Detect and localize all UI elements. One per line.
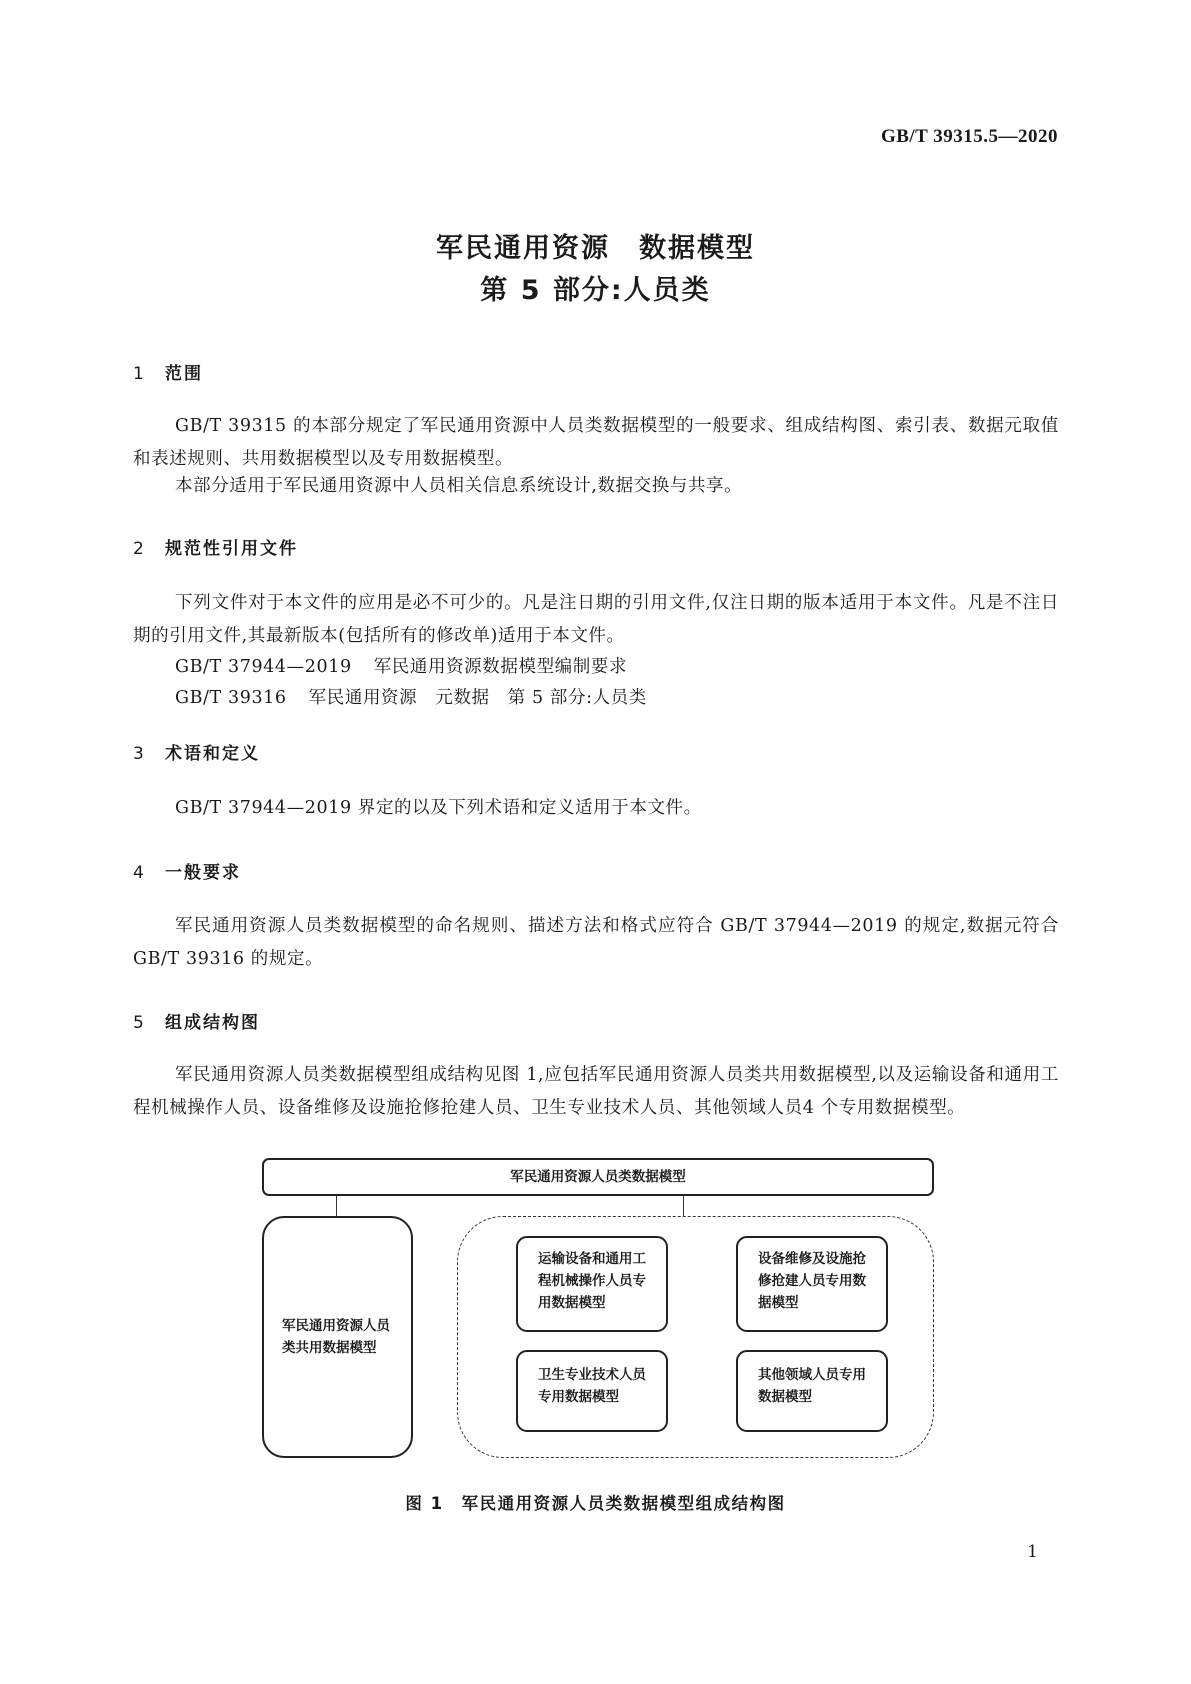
section-5-paragraph: 军民通用资源人员类数据模型组成结构见图 1,应包括军民通用资源人员类共用数据模型,以及运输设备和通用工程机械操作人员、设备维修及设施抢修抢建人员、卫生专业技术人员、其他领域人员4 个专用数据模型。 xyxy=(133,1065,1059,1118)
section-number: 2 xyxy=(133,539,146,559)
reference-code: GB/T 37944—2019 xyxy=(175,657,352,677)
document-title-line1: 军民通用资源 数据模型 xyxy=(436,233,755,264)
section-number: 3 xyxy=(133,744,146,764)
section-title: 范围 xyxy=(165,364,203,384)
figure-caption xyxy=(0,1490,1191,1514)
figure-shared-model-label: 军民通用资源人员类共用数据模型 xyxy=(282,1318,390,1356)
section-5-heading xyxy=(133,1008,260,1033)
figure-connector-left xyxy=(336,1196,337,1216)
section-number: 1 xyxy=(133,364,146,384)
figure-caption-label: 图 1 xyxy=(405,1494,444,1513)
section-4-paragraph: 军民通用资源人员类数据模型的命名规则、描述方法和格式应符合 GB/T 37944—2019 的规定,数据元符合 GB/T 39316 的规定。 xyxy=(133,916,1059,969)
section-1-paragraph-2: 本部分适用于军民通用资源中人员相关信息系统设计,数据交换与共享。 xyxy=(175,476,743,496)
reference-item xyxy=(175,653,627,678)
reference-title: 军民通用资源数据模型编制要求 xyxy=(373,657,628,677)
standard-code: GB/T 39315.5—2020 xyxy=(880,126,1058,147)
section-number: 5 xyxy=(133,1013,146,1033)
section-title: 术语和定义 xyxy=(165,744,260,764)
figure-connector-right xyxy=(683,1196,684,1216)
section-3-heading xyxy=(133,739,260,764)
page-number: 1 xyxy=(1027,1542,1038,1562)
figure-top-box: 军民通用资源人员类数据模型 xyxy=(262,1158,934,1196)
section-number: 4 xyxy=(133,863,146,883)
document-title-line2: 第 5 部分:人员类 xyxy=(480,275,711,306)
figure-special-box-label: 卫生专业技术人员专用数据模型 xyxy=(538,1367,646,1405)
reference-title: 军民通用资源 元数据 第 5 部分:人员类 xyxy=(308,688,647,708)
figure-special-box-label: 其他领域人员专用数据模型 xyxy=(758,1367,866,1405)
section-title: 一般要求 xyxy=(165,863,241,883)
figure-special-box-label: 设备维修及设施抢修抢建人员专用数据模型 xyxy=(758,1251,866,1311)
figure-special-box-other xyxy=(736,1350,888,1432)
section-title: 规范性引用文件 xyxy=(165,539,298,559)
figure-caption-text: 军民通用资源人员类数据模型组成结构图 xyxy=(461,1494,786,1513)
section-4-heading xyxy=(133,858,241,883)
section-3-paragraph: GB/T 37944—2019 界定的以及下列术语和定义适用于本文件。 xyxy=(175,798,702,818)
section-title: 组成结构图 xyxy=(165,1013,260,1033)
figure-special-box-maintenance xyxy=(736,1236,888,1332)
section-1-heading xyxy=(133,359,203,384)
section-1-paragraph-1: GB/T 39315 的本部分规定了军民通用资源中人员类数据模型的一般要求、组成结构图、索引表、数据元取值和表述规则、共用数据模型以及专用数据模型。 xyxy=(133,416,1059,469)
figure-shared-model-box xyxy=(262,1216,413,1458)
reference-item xyxy=(175,684,647,709)
section-2-heading xyxy=(133,534,298,559)
section-2-paragraph: 下列文件对于本文件的应用是必不可少的。凡是注日期的引用文件,仅注日期的版本适用于本文件。凡是不注日期的引用文件,其最新版本(包括所有的修改单)适用于本文件。 xyxy=(133,593,1059,646)
figure-special-box-transport xyxy=(516,1236,668,1332)
figure-special-box-medical xyxy=(516,1350,668,1432)
figure-special-box-label: 运输设备和通用工程机械操作人员专用数据模型 xyxy=(538,1251,646,1311)
reference-code: GB/T 39316 xyxy=(175,688,287,708)
